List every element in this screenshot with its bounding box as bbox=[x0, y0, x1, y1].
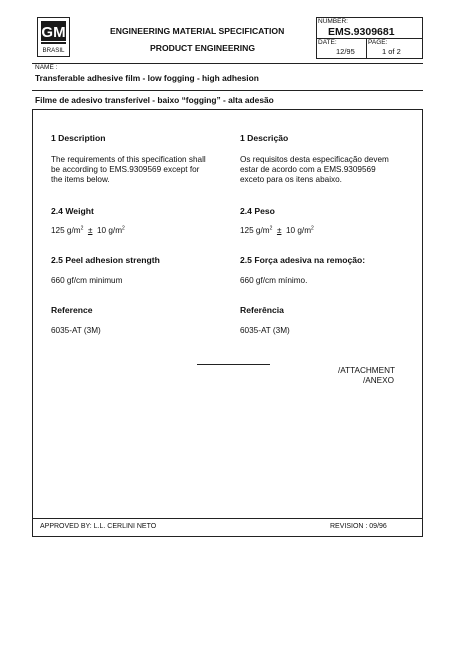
weight-min-en: 125 g/m bbox=[51, 226, 81, 235]
peel-heading-pt: 2.5 Força adesiva na remoção: bbox=[240, 255, 366, 265]
name-label: NAME : bbox=[35, 64, 58, 71]
plus-minus-pt: ± bbox=[276, 226, 282, 235]
reference-value-en: 6035-AT (3M) bbox=[51, 326, 101, 335]
description-text-pt-1: Os requisitos desta especificação devem bbox=[240, 155, 389, 164]
description-text-en-2: be according to EMS.9309569 except for bbox=[51, 165, 200, 174]
peel-heading-en: 2.5 Peel adhesion strength bbox=[51, 255, 160, 265]
annex-label: /ANEXO bbox=[363, 376, 394, 385]
superscript: 2 bbox=[122, 225, 125, 232]
reference-heading-en: Reference bbox=[51, 305, 93, 315]
description-text-pt-3: exceto para os itens abaixo. bbox=[240, 175, 342, 184]
name-english: Transferable adhesive film - low fogging - high adhesion bbox=[35, 73, 259, 83]
page-number: 1 of 2 bbox=[382, 47, 401, 56]
weight-tol-en: 10 g/m bbox=[97, 226, 123, 235]
weight-tol-pt: 10 g/m bbox=[286, 226, 312, 235]
number-label: NUMBER: bbox=[318, 18, 348, 25]
peel-value-en: 660 gf/cm minimum bbox=[51, 276, 123, 285]
description-text-pt-2: estar de acordo com a EMS.9309569 bbox=[240, 165, 376, 174]
logo-subtitle: BRASIL bbox=[42, 47, 65, 54]
weight-value-en bbox=[51, 226, 125, 236]
footer-rule bbox=[32, 518, 423, 519]
description-text-en-1: The requirements of this specification shall bbox=[51, 155, 206, 164]
spec-date: 12/95 bbox=[336, 47, 355, 56]
date-label: DATE: bbox=[318, 39, 337, 46]
superscript: 2 bbox=[311, 225, 314, 232]
plus-minus-en: ± bbox=[87, 226, 93, 235]
weight-heading-pt: 2.4 Peso bbox=[240, 206, 275, 216]
divider bbox=[366, 38, 367, 59]
gm-logo-mark: GM bbox=[41, 21, 66, 44]
spec-title: ENGINEERING MATERIAL SPECIFICATION bbox=[110, 26, 285, 36]
page-label: PAGE: bbox=[368, 39, 388, 46]
description-text-en-3: the items below. bbox=[51, 175, 110, 184]
peel-value-pt: 660 gf/cm mínimo. bbox=[240, 276, 308, 285]
attachment-label: /ATTACHMENT bbox=[338, 366, 396, 375]
reference-heading-pt: Referência bbox=[240, 305, 284, 315]
weight-value-pt bbox=[240, 226, 314, 236]
spec-number: EMS.9309681 bbox=[328, 26, 395, 38]
header-rule bbox=[32, 63, 423, 64]
separator-line bbox=[197, 364, 270, 365]
weight-min-pt: 125 g/m bbox=[240, 226, 270, 235]
name-divider bbox=[32, 90, 423, 91]
revision: REVISION : 09/96 bbox=[330, 523, 387, 530]
weight-heading-en: 2.4 Weight bbox=[51, 206, 94, 216]
description-heading-pt: 1 Descrição bbox=[240, 133, 289, 143]
approved-by: APPROVED BY: L.L. CERLINI NETO bbox=[40, 523, 157, 530]
superscript: 2 bbox=[269, 225, 273, 232]
gm-brasil-logo bbox=[37, 17, 70, 57]
name-portuguese: Filme de adesivo transferível - baixo “fogging” - alta adesão bbox=[35, 95, 274, 105]
superscript: 2 bbox=[80, 225, 84, 232]
reference-value-pt: 6035-AT (3M) bbox=[240, 326, 290, 335]
description-heading-en: 1 Description bbox=[51, 133, 106, 143]
department-title: PRODUCT ENGINEERING bbox=[150, 43, 256, 53]
